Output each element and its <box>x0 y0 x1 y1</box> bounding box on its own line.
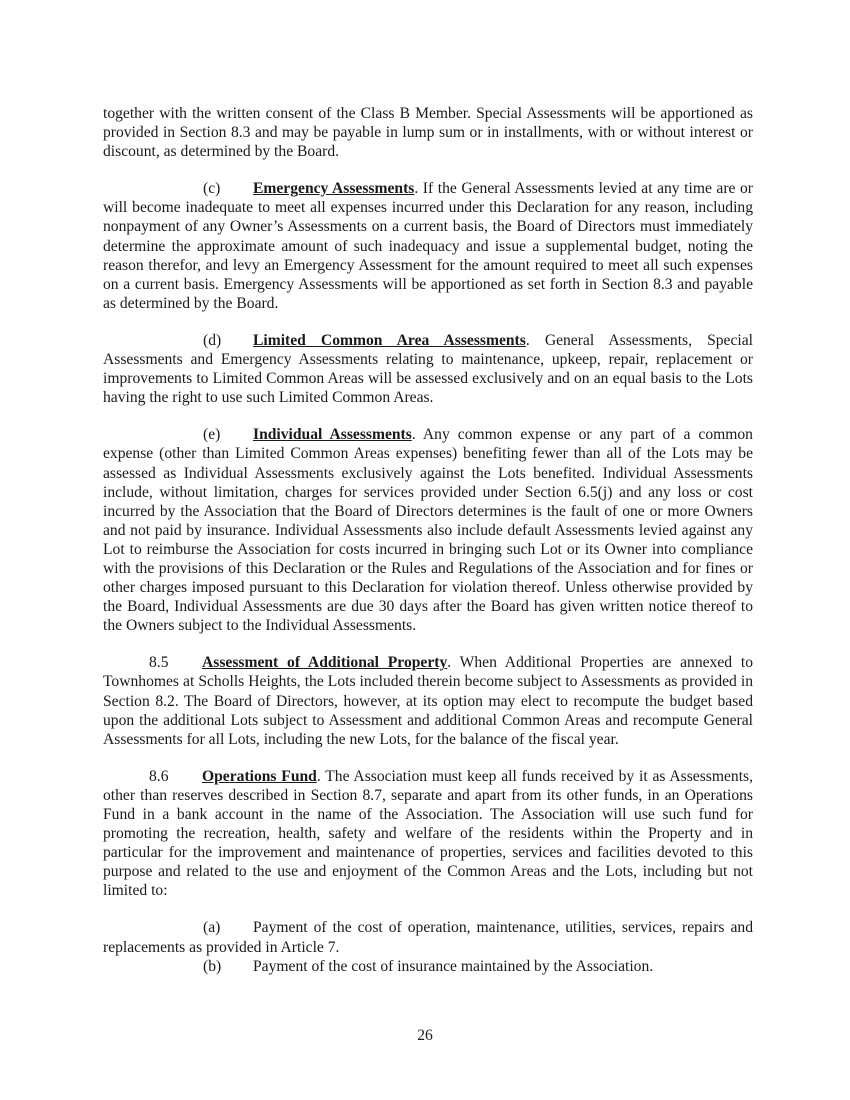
subitem-a-paragraph <box>103 918 753 956</box>
emergency-assessments-heading: Emergency Assessments <box>253 180 415 198</box>
section-8-6-text: . The Association must keep all funds received by it as Assessments, other than reserves described in Section 8.7, separate and apart from its other funds, in an Operations Fund in a bank account in the name of the Association. The Association will use such fund for promoting the recreation, health, safety and welfare of the residents within the Property and in particular for the improvement and maintenance of properties, services and facilities devoted to this purpose and related to the use and enjoyment of the Common Areas and the Lots, including but not limited to: <box>103 767 753 900</box>
individual-assessments-heading: Individual Assessments <box>253 426 412 444</box>
section-8-6-heading: Operations Fund <box>202 767 317 785</box>
limited-common-area-paragraph <box>103 331 753 407</box>
section-8-5-text: . When Additional Properties are annexed to Townhomes at Scholls Heights, the Lots included therein become subject to Assessments as provided in Section 8.2. The Board of Directors, however, at its option may elect to recompute the budget based upon the additional Lots subject to Assessment and additional Common Areas and recompute General Assessments for all Lots, including the new Lots, for the balance of the fiscal year. <box>103 654 753 748</box>
subitem-a-text: Payment of the cost of operation, maintenance, utilities, services, repairs and replacements as provided in Article 7. <box>103 919 753 956</box>
section-8-5-number: 8.5 <box>149 654 169 672</box>
para-e-label: (e) <box>203 426 221 444</box>
para-d-label: (d) <box>203 331 222 349</box>
subitem-b-text: Payment of the cost of insurance maintained by the Association. <box>253 957 654 975</box>
section-8-5-paragraph <box>103 653 753 748</box>
individual-assessments-paragraph <box>103 425 753 635</box>
para-c-label: (c) <box>203 180 221 198</box>
limited-common-area-text: . General Assessments, Special Assessments and Emergency Assessments relating to maintenance, upkeep, repair, replacement or improvements to Limited Common Areas will be assessed exclusively and on an equal basis to the Lots having the right to use such Limited Common Areas. <box>103 331 753 407</box>
section-8-6-paragraph <box>103 767 753 901</box>
limited-common-area-heading: Limited Common Area Assessments <box>253 331 526 349</box>
section-8-5-heading: Assessment of Additional Property <box>202 654 448 672</box>
subitem-a-label: (a) <box>203 919 221 937</box>
individual-assessments-text: . Any common expense or any part of a common expense (other than Limited Common Areas expenses) benefiting fewer than all of the Lots may be assessed as Individual Assessments exclusively against the Lots benefited. Individual Assessments include, without limitation, charges for services provided under Section 6.5(j) and any loss or cost incurred by the Association that the Board of Directors determines is the fault of one or more Owners and not paid by insurance. Individual Assessments also include default Assessments levied against any Lot to reimburse the Association for costs incurred in bringing such Lot or its Owner into compliance with the provisions of this Declaration or the Rules and Regulations of the Association and for fines or other charges imposed pursuant to this Declaration for violation thereof. Unless otherwise provided by the Board, Individual Assessments are due 30 days after the Board has given written notice thereof to the Owners subject to the Individual Assessments. <box>103 426 753 635</box>
page-number: 26 <box>417 1027 433 1044</box>
emergency-assessments-text: . If the General Assessments levied at any time are or will become inadequate to meet all expenses incurred under this Declaration for any reason, including nonpayment of any Owner’s Assessments on a current basis, the Board of Directors must immediately determine the approximate amount of such inadequacy and issue a supplemental budget, noting the reason therefor, and levy an Emergency Assessment for the amount required to meet all such expenses on a current basis. Emergency Assessments will be apportioned as set forth in Section 8.3 and payable as determined by the Board. <box>103 180 753 312</box>
section-8-6-number: 8.6 <box>149 767 169 785</box>
document-page <box>103 104 753 976</box>
subitem-b-label: (b) <box>203 957 222 975</box>
subitem-b-paragraph <box>103 957 753 976</box>
intro-text: together with the written consent of the Class B Member. Special Assessments will be apportioned as provided in Section 8.3 and may be payable in lump sum or in installments, with or without interest or discount, as determined by the Board. <box>103 105 753 161</box>
intro-paragraph <box>103 104 753 161</box>
emergency-assessments-paragraph <box>103 179 753 313</box>
